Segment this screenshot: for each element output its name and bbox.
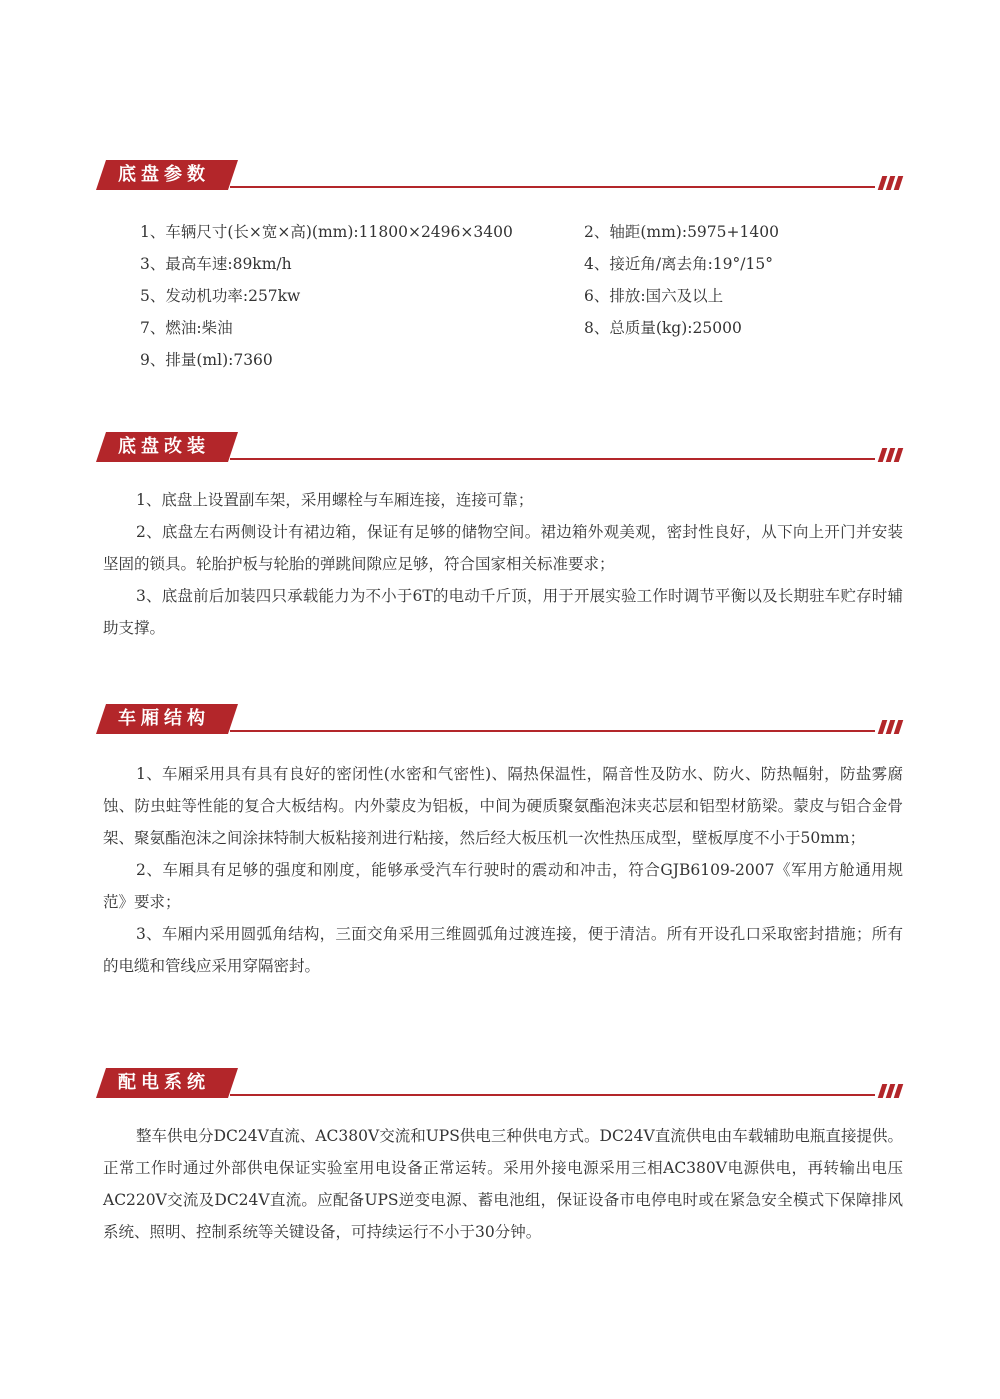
param-item: 3、最高车速:89km/h: [140, 255, 292, 273]
section-header: [0, 432, 1000, 468]
param-item: 4、接近角/离去角:19°/15°: [584, 255, 773, 273]
section-rule: [230, 458, 875, 460]
section-title: 车厢结构: [118, 708, 210, 729]
param-item: 1、车辆尺寸(长×宽×高)(mm):11800×2496×3400: [140, 223, 513, 241]
paragraph: 整车供电分DC24V直流、AC380V交流和UPS供电三种供电方式。DC24V直流供电由车载辅助电瓶直接提供。正常工作时通过外部供电保证实验室用电设备正常运转。采用外接电源采用三相AC380V电源供电，再转输出电压AC220V交流及DC24V直流。应配备UPS逆变电源、蓄电池组，保证设备市电停电时或在紧急安全模式下保障排风系统、照明、控制系统等关键设备，可持续运行不小于30分钟。: [103, 1127, 903, 1241]
paragraph: 3、车厢内采用圆弧角结构，三面交角采用三维圆弧角过渡连接，便于清洁。所有开设孔口采取密封措施；所有的电缆和管线应采用穿隔密封。: [103, 925, 903, 975]
section-title: 底盘改装: [118, 436, 210, 457]
section-header: [0, 1068, 1000, 1104]
slash-decoration: [880, 176, 908, 190]
section-body: [103, 1120, 903, 1248]
section-header: [0, 704, 1000, 740]
slash-decoration: [880, 448, 908, 462]
param-item: 6、排放:国六及以上: [584, 287, 724, 305]
param-item: 5、发动机功率:257kw: [140, 287, 301, 305]
section-power-system: [0, 1068, 1000, 1241]
section-rule: [230, 730, 875, 732]
section-body: [103, 484, 903, 644]
slash-decoration: [880, 720, 908, 734]
section-title: 配电系统: [118, 1072, 210, 1093]
paragraph: 2、底盘左右两侧设计有裙边箱，保证有足够的储物空间。裙边箱外观美观，密封性良好，从下向上开门并安装坚固的锁具。轮胎护板与轮胎的弹跳间隙应足够，符合国家相关标准要求；: [103, 523, 903, 573]
section-header: [0, 160, 1000, 196]
paragraph: 1、底盘上设置副车架，采用螺栓与车厢连接，连接可靠；: [136, 491, 534, 509]
section-chassis-params: [0, 160, 1000, 369]
param-item: 8、总质量(kg):25000: [584, 319, 742, 337]
param-item: 2、轴距(mm):5975+1400: [584, 223, 779, 241]
section-cabin-structure: [0, 704, 1000, 975]
param-item: 9、排量(ml):7360: [140, 351, 273, 369]
section-body: [103, 758, 903, 982]
param-item: 7、燃油:柴油: [140, 319, 233, 337]
slash-decoration: [880, 1084, 908, 1098]
section-rule: [230, 1094, 875, 1096]
section-chassis-modification: [0, 432, 1000, 637]
paragraph: 2、车厢具有足够的强度和刚度，能够承受汽车行驶时的震动和冲击，符合GJB6109-2007《军用方舱通用规范》要求；: [103, 861, 903, 911]
section-rule: [230, 186, 875, 188]
paragraph: 1、车厢采用具有具有良好的密闭性(水密和气密性)、隔热保温性，隔音性及防水、防火、防热幅射，防盐雾腐蚀、防虫蛀等性能的复合大板结构。内外蒙皮为铝板，中间为硬质聚氨酯泡沫夹芯层和铝型材筋梁。蒙皮与铝合金骨架、聚氨酯泡沫之间涂抹特制大板粘接剂进行粘接，然后经大板压机一次性热压成型，壁板厚度不小于50mm；: [103, 765, 903, 847]
section-title: 底盘参数: [118, 164, 210, 185]
paragraph: 3、底盘前后加装四只承载能力为不小于6T的电动千斤顶，用于开展实验工作时调节平衡以及长期驻车贮存时辅助支撑。: [103, 587, 903, 637]
